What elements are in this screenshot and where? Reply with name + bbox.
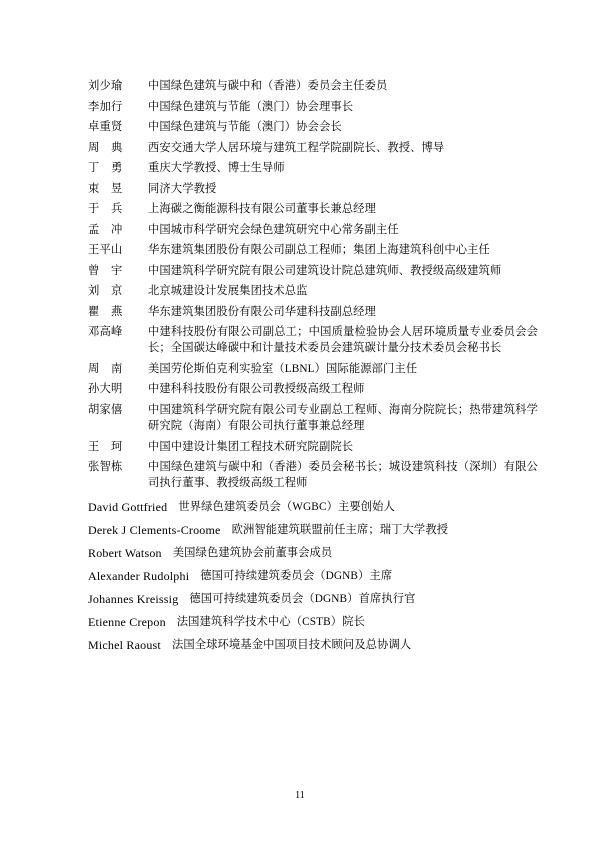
member-name: Robert Watson — [88, 545, 162, 560]
member-name: 李加行 — [88, 100, 123, 113]
list-item — [88, 402, 538, 434]
member-title: 中建科科技股份有限公司教授级高级工程师 — [148, 383, 365, 396]
member-name: 张智栋 — [88, 461, 123, 474]
list-item — [88, 361, 538, 377]
member-title: 法国全球环境基金中国项目技术顾问及总协调人 — [171, 638, 412, 651]
member-title: 华东建筑集团股份有限公司副总工程师；集团上海建筑科创中心主任 — [148, 244, 490, 257]
member-name: Alexander Rudolphi — [88, 568, 190, 583]
list-item — [88, 160, 538, 176]
member-title: 世界绿色建筑委员会（WGBC）主要创始人 — [178, 500, 395, 513]
member-title: 中国城市科学研究会绿色建筑研究中心常务副主任 — [148, 223, 399, 236]
list-item — [88, 99, 538, 115]
list-item — [88, 459, 538, 491]
member-title: 北京城建设计发展集团技术总监 — [148, 285, 308, 298]
member-name: David Gottfried — [88, 499, 168, 514]
list-item — [88, 591, 538, 608]
member-title: 中国中建设计集团工程技术研究院副院长 — [148, 440, 354, 453]
member-name: 瞿 燕 — [88, 305, 123, 318]
member-name: 王 珂 — [88, 440, 123, 453]
member-name: 丁 勇 — [88, 162, 123, 175]
list-item — [88, 324, 538, 356]
list-item — [88, 222, 538, 238]
member-name: 卓重贤 — [88, 121, 123, 134]
member-title: 同济大学教授 — [148, 182, 217, 195]
member-title: 美国劳伦斯伯克利实验室（LBNL）国际能源部门主任 — [148, 362, 418, 375]
member-name: 王平山 — [88, 244, 123, 257]
list-item — [88, 614, 538, 631]
member-title: 中国建筑科学研究院有限公司建筑设计院总建筑师、教授级高级建筑师 — [148, 264, 502, 277]
list-item — [88, 381, 538, 397]
list-item — [88, 263, 538, 279]
list-item — [88, 283, 538, 299]
member-title: 重庆大学教授、博士生导师 — [148, 162, 285, 175]
member-name: Etienne Crepon — [88, 614, 166, 629]
member-name: 束 昱 — [88, 182, 123, 195]
list-item — [88, 637, 538, 654]
list-item — [88, 304, 538, 320]
member-title: 中国绿色建筑与节能（澳门）协会会长 — [148, 121, 342, 134]
member-title: 德国可持续建筑委员会（DGNB）首席执行官 — [189, 592, 416, 605]
member-title: 中建科技股份有限公司副总工；中国质量检验协会人居环境质量专业委员会会长；全国碳达峰碳中和计量技术委员会建筑碳计量分技术委员会秘书长 — [148, 326, 538, 355]
member-name: Derek J Clements-Croome — [88, 522, 221, 537]
list-item — [88, 499, 538, 516]
member-name: 曾 宇 — [88, 264, 123, 277]
committee-member-list — [88, 78, 538, 654]
list-item — [88, 522, 538, 539]
list-item — [88, 201, 538, 217]
member-name: Michel Raoust — [88, 637, 161, 652]
member-title: 华东建筑集团股份有限公司华建科技副总经理 — [148, 305, 376, 318]
member-name: 孟 冲 — [88, 223, 123, 236]
member-name: 于 兵 — [88, 203, 123, 216]
member-title: 上海碳之衡能源科技有限公司董事长兼总经理 — [148, 203, 376, 216]
list-item — [88, 78, 538, 94]
member-title: 西安交通大学人居环境与建筑工程学院副院长、教授、博导 — [148, 141, 445, 154]
list-item — [88, 181, 538, 197]
member-title: 美国绿色建筑协会前董事会成员 — [172, 546, 333, 559]
member-name: 胡家僖 — [88, 404, 123, 416]
member-name: 刘 京 — [88, 285, 123, 298]
member-name: 周 典 — [88, 141, 123, 154]
list-item — [88, 242, 538, 258]
member-title: 中国绿色建筑与碳中和（香港）委员会主任委员 — [148, 80, 388, 92]
list-item — [88, 119, 538, 135]
member-name: 孙大明 — [88, 383, 123, 396]
member-title: 法国建筑科学技术中心（CSTB）院长 — [176, 615, 365, 628]
list-item — [88, 140, 538, 156]
list-item — [88, 545, 538, 562]
member-name: 周 南 — [88, 362, 123, 375]
member-name: 刘少瑜 — [88, 80, 123, 92]
member-title: 中国绿色建筑与节能（澳门）协会理事长 — [148, 100, 354, 113]
member-title: 中国绿色建筑与碳中和（香港）委员会秘书长；城设建筑科技（深圳）有限公司执行董事、教授级高级工程师 — [148, 461, 538, 490]
list-item — [88, 568, 538, 585]
member-title: 德国可持续建筑委员会（DGNB）主席 — [200, 569, 393, 582]
member-name: 邓高峰 — [88, 326, 123, 339]
page-number: 11 — [295, 790, 305, 801]
member-name: Johannes Kreissig — [88, 591, 179, 606]
member-title: 欧洲智能建筑联盟前任主席；瑞丁大学教授 — [231, 523, 449, 536]
member-title: 中国建筑科学研究院有限公司专业副总工程师、海南分院院长；热带建筑科学研究院（海南）有限公司执行董事兼总经理 — [148, 404, 538, 433]
list-item — [88, 439, 538, 455]
